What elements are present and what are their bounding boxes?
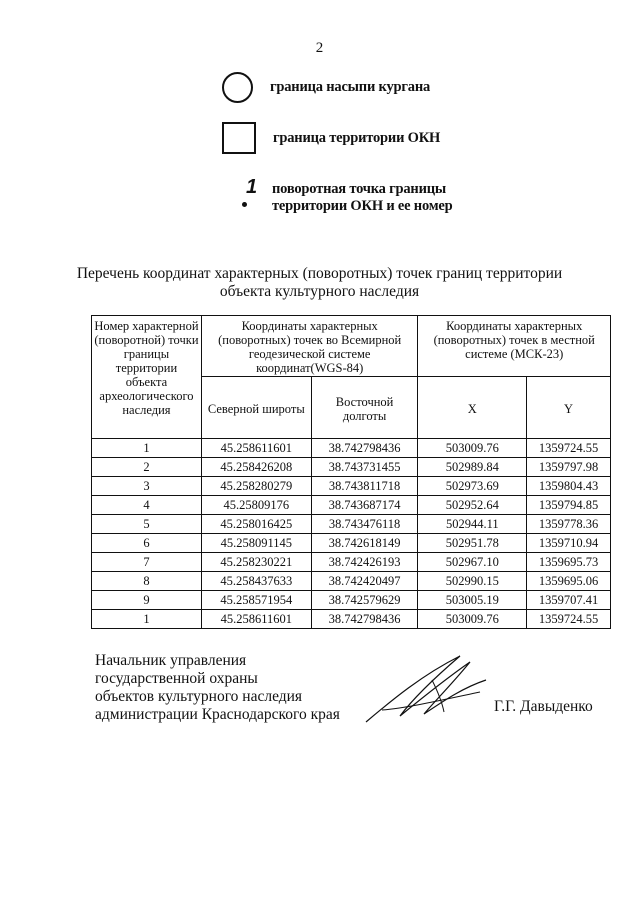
- cell-east: 38.742798436: [311, 610, 418, 629]
- heading-line: объекта культурного наследия: [219, 283, 420, 300]
- cell-x: 502951.78: [418, 534, 527, 553]
- cell-x: 502952.64: [418, 496, 527, 515]
- cell-point: 1: [92, 610, 202, 629]
- table-row: [92, 496, 611, 515]
- legend-label: территории ОКН и ее номер: [272, 198, 453, 214]
- cell-y: 1359778.36: [527, 515, 611, 534]
- table-row: [92, 572, 611, 591]
- handwritten-signature: [362, 650, 492, 730]
- cell-x: 502989.84: [418, 458, 527, 477]
- title-line: объектов культурного наследия: [95, 688, 303, 705]
- table-heading: [0, 265, 639, 301]
- legend-label: поворотная точка границы: [272, 181, 447, 197]
- cell-y: 1359707.41: [527, 591, 611, 610]
- signatory-name: Г.Г. Давыденко: [494, 698, 593, 715]
- table-row: [92, 534, 611, 553]
- cell-east: 38.742798436: [311, 439, 418, 458]
- cell-x: 503005.19: [418, 591, 527, 610]
- cell-north: 45.258611601: [201, 610, 311, 629]
- cell-x: 502973.69: [418, 477, 527, 496]
- cell-y: 1359724.55: [527, 610, 611, 629]
- coordinates-table: [91, 315, 611, 629]
- cell-point: 6: [92, 534, 202, 553]
- cell-y: 1359695.73: [527, 553, 611, 572]
- table-row: [92, 591, 611, 610]
- turning-point-icon: [236, 178, 266, 218]
- legend-item-territory: [222, 122, 440, 154]
- cell-x: 503009.76: [418, 610, 527, 629]
- table-row: [92, 515, 611, 534]
- cell-north: 45.258230221: [201, 553, 311, 572]
- cell-point: 9: [92, 591, 202, 610]
- legend-item-turning-point: [236, 178, 453, 218]
- cell-y: 1359794.85: [527, 496, 611, 515]
- title-line: Начальник управления: [95, 652, 247, 669]
- table-row: [92, 553, 611, 572]
- cell-east: 38.742420497: [311, 572, 418, 591]
- heading-line: Перечень координат характерных (поворотных) точек границ территории: [76, 265, 563, 282]
- cell-east: 38.742426193: [311, 553, 418, 572]
- header-x: X: [418, 377, 527, 439]
- cell-north: 45.258426208: [201, 458, 311, 477]
- cell-north: 45.258091145: [201, 534, 311, 553]
- title-line: администрации Краснодарского края: [95, 706, 340, 723]
- legend-label: граница территории ОКН: [273, 129, 441, 146]
- circle-icon: [222, 72, 253, 103]
- title-line: государственной охраны: [95, 670, 258, 687]
- header-point-number: Номер характерной (поворотной) точки границы территории объекта археологического наследия: [92, 316, 202, 439]
- cell-point: 7: [92, 553, 202, 572]
- header-east: Восточной долготы: [311, 377, 418, 439]
- table-row: [92, 610, 611, 629]
- cell-east: 38.743731455: [311, 458, 418, 477]
- cell-point: 8: [92, 572, 202, 591]
- cell-east: 38.742618149: [311, 534, 418, 553]
- table-row: [92, 477, 611, 496]
- signatory-title: [95, 652, 340, 724]
- cell-north: 45.258016425: [201, 515, 311, 534]
- square-icon: [222, 122, 256, 154]
- cell-north: 45.25809176: [201, 496, 311, 515]
- cell-y: 1359797.98: [527, 458, 611, 477]
- cell-y: 1359710.94: [527, 534, 611, 553]
- table-row: [92, 458, 611, 477]
- turning-point-number: 1: [246, 176, 258, 198]
- cell-north: 45.258280279: [201, 477, 311, 496]
- cell-north: 45.258571954: [201, 591, 311, 610]
- legend-item-mound: [222, 72, 430, 103]
- cell-x: 503009.76: [418, 439, 527, 458]
- header-local-group: Координаты характерных (поворотных) точек в местной системе (МСК-23): [418, 316, 611, 377]
- page-number: 2: [315, 40, 324, 56]
- cell-x: 502967.10: [418, 553, 527, 572]
- cell-north: 45.258611601: [201, 439, 311, 458]
- header-y: Y: [527, 377, 611, 439]
- legend-label: граница насыпи кургана: [270, 79, 431, 95]
- cell-east: 38.743811718: [311, 477, 418, 496]
- cell-y: 1359724.55: [527, 439, 611, 458]
- header-north: Северной широты: [201, 377, 311, 439]
- cell-point: 1: [92, 439, 202, 458]
- table-row: [92, 439, 611, 458]
- cell-east: 38.743687174: [311, 496, 418, 515]
- header-wgs-group: Координаты характерных (поворотных) точек во Всемирной геодезической системе координат(WGS-84): [201, 316, 418, 377]
- cell-point: 2: [92, 458, 202, 477]
- cell-east: 38.743476118: [311, 515, 418, 534]
- cell-x: 502990.15: [418, 572, 527, 591]
- cell-x: 502944.11: [418, 515, 527, 534]
- cell-north: 45.258437633: [201, 572, 311, 591]
- cell-point: 4: [92, 496, 202, 515]
- cell-east: 38.742579629: [311, 591, 418, 610]
- cell-point: 3: [92, 477, 202, 496]
- cell-point: 5: [92, 515, 202, 534]
- cell-y: 1359804.43: [527, 477, 611, 496]
- cell-y: 1359695.06: [527, 572, 611, 591]
